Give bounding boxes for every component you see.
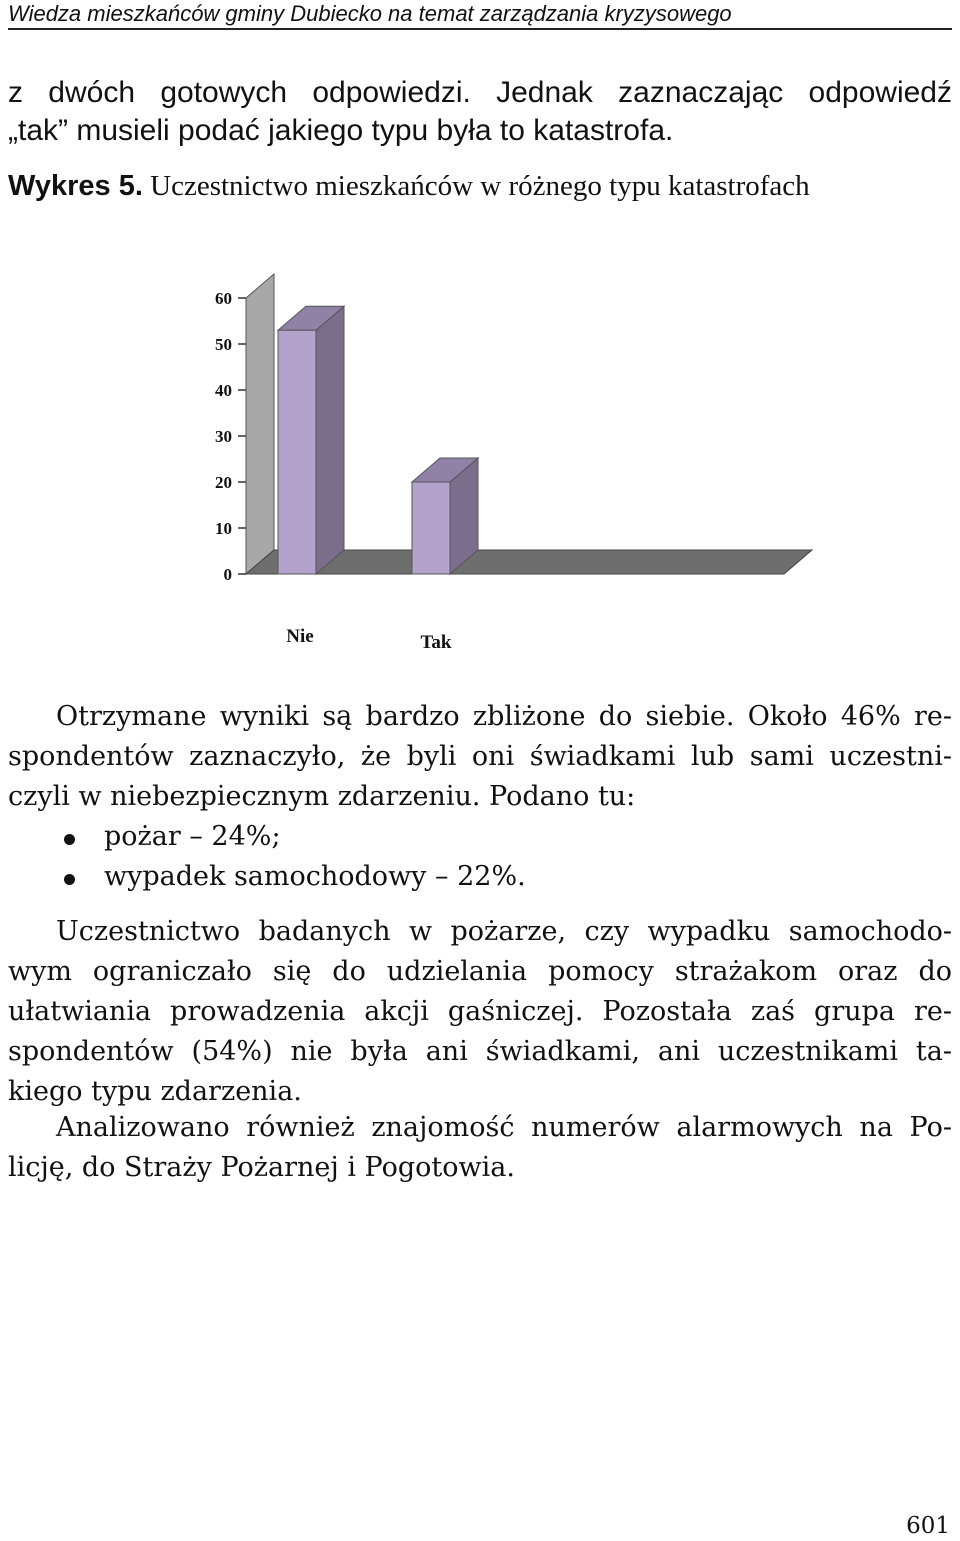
chart-bar-front (412, 482, 450, 574)
paragraph-3 (8, 1108, 952, 1188)
chart-bar (278, 306, 344, 574)
chart-side-wall (246, 274, 274, 574)
caption-label: Wykres 5. (8, 170, 143, 202)
list-item-text: wypadek samochodowy – 22%. (104, 861, 526, 892)
text-line: wym ograniczało się do udzielania pomocy strażakom oraz do (8, 956, 952, 987)
intro-text (8, 74, 952, 150)
y-tick-label: 50 (215, 335, 232, 354)
bullet-dot-icon (64, 874, 75, 885)
y-axis-ticks (215, 289, 246, 584)
paragraph-2 (8, 912, 952, 1112)
list-item (8, 817, 952, 857)
page-number: 601 (906, 1513, 950, 1539)
text-line: z dwóch gotowych odpowiedzi. Jednak zaznaczając odpowiedź (8, 76, 952, 109)
y-tick-label: 30 (215, 427, 232, 446)
bullet-list (8, 817, 952, 897)
chart-bars (278, 306, 478, 574)
text-line: Uczestnictwo badanych w pożarze, czy wypadku samochodo- (56, 916, 952, 947)
x-category-label: Tak (420, 632, 452, 653)
text-line: czyli w niebezpiecznym zdarzeniu. Podano tu: (8, 781, 636, 812)
running-header (8, 0, 952, 30)
text-line: spondentów (54%) nie była ani świadkami, ani uczestnikami ta- (8, 1036, 952, 1067)
text-line: spondentów zaznaczyło, że byli oni świadkami lub sami uczestni- (8, 741, 952, 772)
text-line: „tak” musieli podać jakiego typu była to katastrofa. (8, 114, 674, 147)
text-line: ułatwiania prowadzenia akcji gaśniczej. Pozostała zaś grupa re- (8, 996, 952, 1027)
x-axis-categories (286, 626, 452, 653)
x-category-label: Nie (286, 626, 314, 647)
running-title: Wiedza mieszkańców gminy Dubiecko na temat zarządzania kryzysowego (8, 1, 732, 26)
y-tick-label: 60 (215, 289, 232, 308)
text-line: Otrzymane wyniki są bardzo zbliżone do siebie. Około 46% re- (56, 701, 952, 732)
text-line: kiego typu zdarzenia. (8, 1076, 302, 1107)
chart-bar-front (278, 330, 316, 574)
list-item (8, 857, 952, 897)
y-tick-label: 10 (215, 519, 232, 538)
bullet-dot-icon (64, 834, 75, 845)
caption-text: Uczestnictwo mieszkańców w różnego typu katastrofach (150, 170, 810, 202)
y-tick-label: 0 (223, 565, 232, 584)
bar-chart (190, 260, 830, 660)
chart-bar (412, 458, 478, 574)
text-line: Analizowano również znajomość numerów alarmowych na Po- (56, 1112, 952, 1143)
text-line: licję, do Straży Pożarnej i Pogotowia. (8, 1152, 515, 1183)
list-item-text: pożar – 24%; (104, 821, 281, 852)
paragraph-1 (8, 697, 952, 897)
y-tick-label: 40 (215, 381, 232, 400)
y-tick-label: 20 (215, 473, 232, 492)
chart-caption (8, 168, 810, 204)
chart-bar-side (316, 306, 344, 574)
